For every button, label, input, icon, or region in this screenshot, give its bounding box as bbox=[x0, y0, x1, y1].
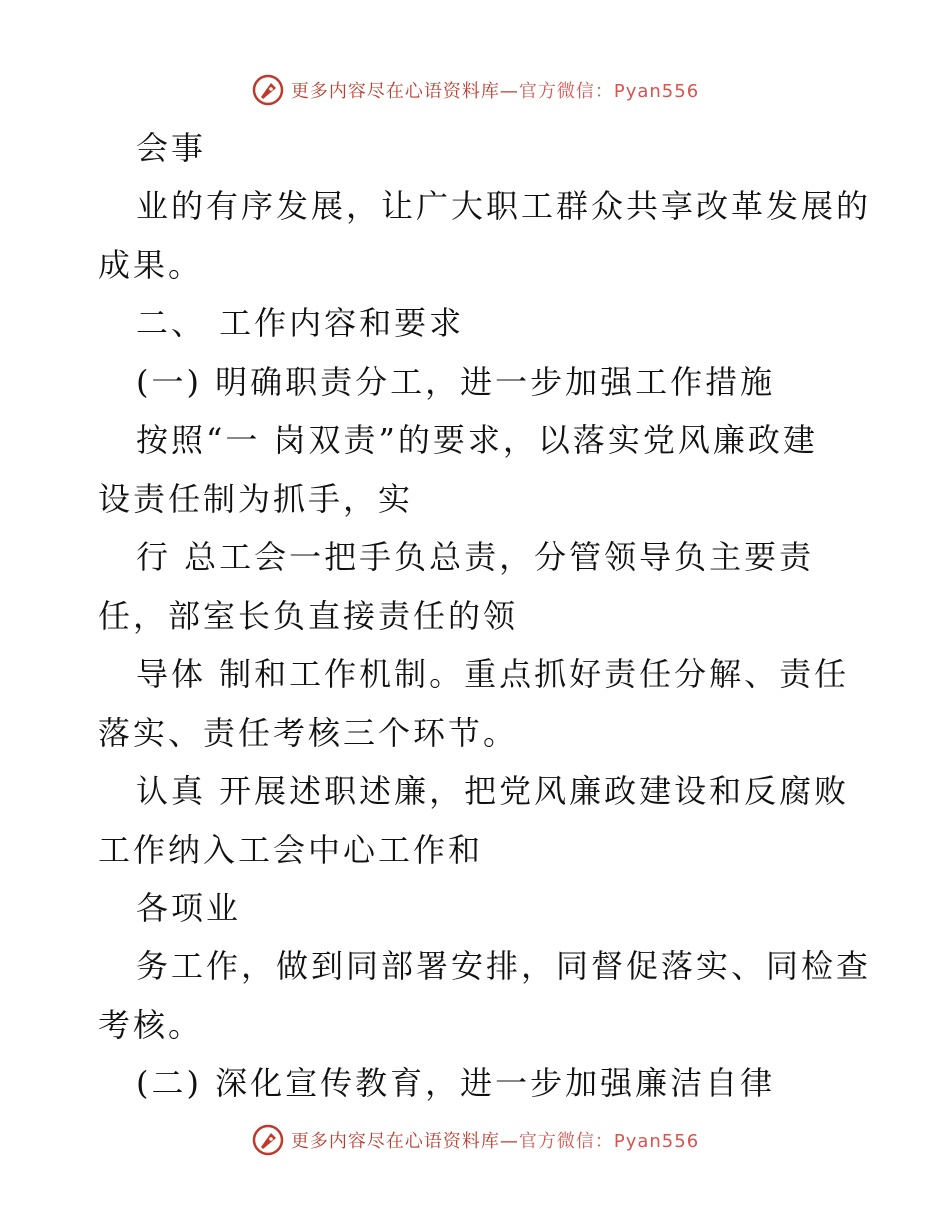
pen-nib-logo-icon bbox=[251, 73, 285, 107]
text-line: 按照“一 岗双责”的要求，以落实党风廉政建 bbox=[136, 421, 818, 459]
text-line: 认真 开展述职述廉，把党风廉政建设和反腐败 bbox=[136, 772, 850, 810]
watermark-text: 更多内容尽在心语资料库—官方微信：Pyan556 bbox=[290, 1131, 700, 1152]
footer-watermark-banner bbox=[0, 1120, 950, 1160]
text-line: 各项业 bbox=[136, 889, 242, 927]
text-line: 业的有序发展，让广大职工群众共享改革发展的 bbox=[136, 187, 872, 225]
text-line: 成果。 bbox=[98, 246, 204, 284]
header-watermark-banner bbox=[0, 70, 950, 110]
pen-nib-logo-icon bbox=[251, 1123, 285, 1157]
subsection-heading: (一) 明确职责分工，进一步加强工作措施 bbox=[136, 363, 776, 401]
text-line: 考核。 bbox=[98, 1006, 204, 1044]
text-line: 工作纳入工会中心工作和 bbox=[98, 831, 484, 869]
subsection-heading: (二) 深化宣传教育，进一步加强廉洁自律 bbox=[136, 1064, 776, 1102]
text-line: 行 总工会一把手负总责，分管领导负主要责 bbox=[136, 538, 815, 576]
text-line: 导体 制和工作机制。重点抓好责任分解、责任 bbox=[136, 655, 850, 693]
text-line: 落实、责任考核三个环节。 bbox=[98, 714, 519, 752]
text-line: 务工作，做到同部署安排，同督促落实、同检查 bbox=[136, 947, 872, 985]
section-heading: 二、 工作内容和要求 bbox=[136, 304, 465, 342]
text-line: 设责任制为抓手，实 bbox=[98, 480, 414, 518]
watermark-text: 更多内容尽在心语资料库—官方微信：Pyan556 bbox=[290, 81, 700, 102]
text-line: 任，部室长负直接责任的领 bbox=[98, 597, 519, 635]
text-line: 会事 bbox=[136, 129, 207, 167]
